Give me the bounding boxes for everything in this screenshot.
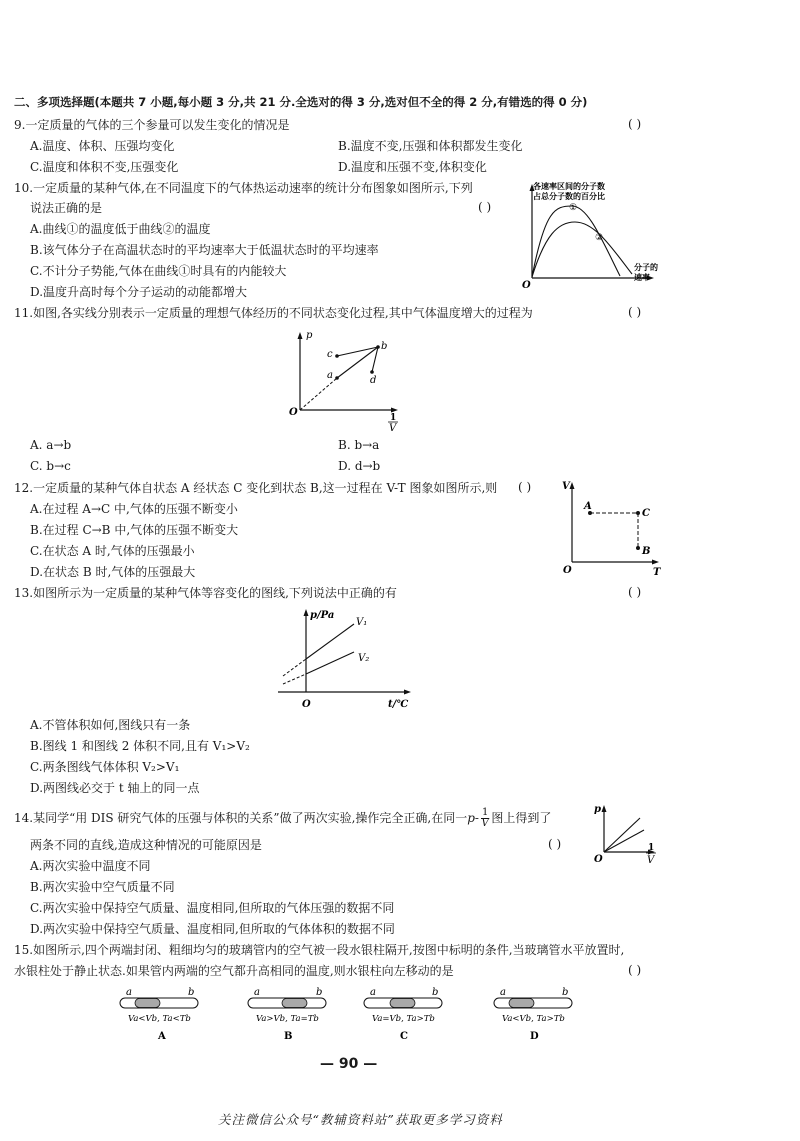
q13-option-c: C.两条图线气体体积 V₂>V₁ xyxy=(30,760,180,774)
section-header: 二、多项选择题(本题共 7 小题,每小题 3 分,共 21 分.全选对的得 3 分,选对但不全的得 2 分,有错选的得 0 分) xyxy=(14,95,588,109)
q15-tube-d xyxy=(490,985,586,1047)
q10-curve-1-label: ① xyxy=(569,203,578,213)
q14-fraction-den: V xyxy=(481,818,489,829)
q13-option-d: D.两图线必交于 t 轴上的同一点 xyxy=(30,781,200,795)
q9-option-d: D.温度和压强不变,体积变化 xyxy=(338,160,487,174)
q13-stem: 13.如图所示为一定质量的某种气体等容变化的图线,下列说法中正确的有 xyxy=(14,586,397,600)
q11-xlabel-den: V xyxy=(389,423,397,434)
q15-tube-c-letter: C xyxy=(400,1031,408,1042)
q13-line1-dashed xyxy=(283,659,306,676)
q11-point-b xyxy=(376,345,380,349)
q15-answer-paren: ( ) xyxy=(628,963,642,977)
q13-label-v1: V₁ xyxy=(356,617,368,628)
q9-answer-paren: ( ) xyxy=(628,117,642,131)
q11-label-d: d xyxy=(370,375,377,386)
q15-tube-a-letter: A xyxy=(158,1031,166,1042)
q15-tube-d-mercury xyxy=(509,999,534,1008)
q10-stem: 10.一定质量的某种气体,在不同温度下的气体热运动速率的统计分布图象如图所示,下列 xyxy=(14,181,473,195)
q11-label-a: a xyxy=(327,370,333,381)
q11-option-c: C. b→c xyxy=(30,459,71,473)
q11-p-1overV-graph xyxy=(285,325,405,435)
q11-point-a xyxy=(335,376,339,380)
q15-tube-b-label-a: a xyxy=(254,987,260,998)
q13-xlabel: t/℃ xyxy=(388,699,409,710)
q15-tube-d-letter: D xyxy=(530,1031,539,1042)
q10-answer-paren: ( ) xyxy=(478,200,492,214)
q12-option-d: D.在状态 B 时,气体的压强最大 xyxy=(30,565,196,579)
q10-distribution-graph xyxy=(520,180,680,290)
q11-label-c: c xyxy=(327,349,333,360)
q15-tube-d-condition: Va<Vb, Ta>Tb xyxy=(502,1014,565,1024)
q15-stem: 15.如图所示,四个两端封闭、粗细均匀的玻璃管内的空气被一段水银柱隔开,按图中标明的条件,当玻璃管水平放置时, xyxy=(14,943,625,957)
q11-xlabel-num: 1 xyxy=(390,413,397,423)
q15-tube-c-label-a: a xyxy=(370,987,376,998)
q15-tube-a-label-b: b xyxy=(188,987,195,998)
q15-stem-cont: 水银柱处于静止状态.如果管内两端的空气都升高相同的温度,则水银柱向左移动的是 xyxy=(14,964,454,978)
q10-stem-cont: 说法正确的是 xyxy=(30,201,103,215)
q15-tube-b-letter: B xyxy=(284,1031,293,1042)
q14-stem-p: p- xyxy=(467,811,479,825)
q10-origin: O xyxy=(522,280,531,291)
page-number: — 90 — xyxy=(320,1056,378,1072)
q11-point-d xyxy=(370,370,374,374)
q15-tube-d-label-b: b xyxy=(562,987,569,998)
q10-curve-2-label: ② xyxy=(595,233,604,243)
q14-option-b: B.两次实验中空气质量不同 xyxy=(30,880,175,894)
q11-y-arrow xyxy=(298,332,303,339)
q13-answer-paren: ( ) xyxy=(628,585,642,599)
q14-xlabel-den: V xyxy=(647,855,655,866)
q14-stem-cont: 两条不同的直线,造成这种情况的可能原因是 xyxy=(30,838,262,852)
q9-option-b: B.温度不变,压强和体积都发生变化 xyxy=(338,139,523,153)
q13-origin: O xyxy=(302,699,311,710)
q11-option-b: B. b→a xyxy=(338,438,380,452)
q14-p-1overV-graph xyxy=(590,800,670,870)
q12-label-C: C xyxy=(642,508,650,519)
q13-line2-dashed xyxy=(283,674,306,684)
q12-label-A: A xyxy=(584,501,592,512)
q13-option-a: A.不管体积如何,图线只有一条 xyxy=(30,718,191,732)
q15-tube-c-mercury xyxy=(390,999,415,1008)
q14-ylabel: p xyxy=(594,804,601,815)
q12-VT-graph xyxy=(558,478,668,578)
q10-option-a: A.曲线①的温度低于曲线②的温度 xyxy=(30,222,211,236)
q15-tube-c-label-b: b xyxy=(432,987,439,998)
q11-x-arrow xyxy=(391,408,398,413)
q15-tube-c-condition: Va=Vb, Ta>Tb xyxy=(372,1014,435,1024)
q15-tube-b xyxy=(244,985,340,1047)
q12-ylabel: V xyxy=(562,481,570,492)
q13-y-arrow xyxy=(304,609,309,616)
q14-stem xyxy=(14,808,551,829)
q14-stem-post: 图上得到了 xyxy=(491,811,552,825)
q14-option-a: A.两次实验中温度不同 xyxy=(30,859,151,873)
q9-option-c: C.温度和体积不变,压强变化 xyxy=(30,160,179,174)
q11-ylabel: p xyxy=(306,330,313,341)
q14-fraction xyxy=(481,808,489,829)
q15-tube-d-label-a: a xyxy=(500,987,506,998)
q12-point-B xyxy=(636,546,640,550)
q10-option-d: D.温度升高时每个分子运动的动能都增大 xyxy=(30,285,248,299)
q15-tube-a-label-a: a xyxy=(126,987,132,998)
q12-label-B: B xyxy=(642,546,651,557)
q14-stem-pre: 14.某同学“用 DIS 研究气体的压强与体积的关系”做了两次实验,操作完全正确,在同一 xyxy=(14,811,468,825)
q15-tube-b-label-b: b xyxy=(316,987,323,998)
q12-point-C xyxy=(636,511,640,515)
q10-xlabel-1: 分子的 xyxy=(634,262,658,272)
q10-ylabel-2: 占总分子数的百分比 xyxy=(533,191,605,201)
q12-stem: 12.一定质量的某种气体自状态 A 经状态 C 变化到状态 B,这一过程在 V-T 图象如图所示,则 xyxy=(14,481,498,495)
q11-option-a: A. a→b xyxy=(30,438,72,452)
q15-tube-b-condition: Va>Vb, Ta=Tb xyxy=(256,1014,319,1024)
q12-x-arrow xyxy=(652,560,659,565)
q10-option-c: C.不计分子势能,气体在曲线①时具有的内能较大 xyxy=(30,264,287,278)
q15-tube-a-condition: Va<Vb, Ta<Tb xyxy=(128,1014,191,1024)
q13-option-b: B.图线 1 和图线 2 体积不同,且有 V₁>V₂ xyxy=(30,739,250,753)
q11-option-d: D. d→b xyxy=(338,459,381,473)
q10-xlabel-2: 速率 xyxy=(634,272,650,282)
q10-ylabel-1: 各速率区间的分子数 xyxy=(533,181,605,191)
q12-option-c: C.在状态 A 时,气体的压强最小 xyxy=(30,544,195,558)
q15-tube-b-mercury xyxy=(282,999,307,1008)
q11-dashed-line xyxy=(300,378,337,410)
q11-stem: 11.如图,各实线分别表示一定质量的理想气体经历的不同状态变化过程,其中气体温度增大的过程为 xyxy=(14,306,533,320)
q13-line1-solid xyxy=(306,624,354,659)
q14-fraction-num: 1 xyxy=(481,807,489,818)
q14-y-arrow xyxy=(602,805,607,812)
q15-tube-a xyxy=(116,985,212,1047)
q14-option-c: C.两次实验中保持空气质量、温度相同,但所取的气体压强的数据不同 xyxy=(30,901,395,915)
q11-answer-paren: ( ) xyxy=(628,305,642,319)
q12-xlabel: T xyxy=(653,567,661,578)
q12-origin: O xyxy=(563,565,572,576)
q11-point-c xyxy=(335,354,339,358)
q9-option-a: A.温度、体积、压强均变化 xyxy=(30,139,175,153)
q11-origin: O xyxy=(289,407,298,418)
q12-option-a: A.在过程 A→C 中,气体的压强不断变小 xyxy=(30,502,238,516)
q9-stem: 9.一定质量的气体的三个参量可以发生变化的情况是 xyxy=(14,118,290,132)
q11-label-b: b xyxy=(381,341,388,352)
q14-origin: O xyxy=(594,854,603,865)
q13-label-v2: V₂ xyxy=(358,653,370,664)
q10-option-b: B.该气体分子在高温状态时的平均速率大于低温状态时的平均速率 xyxy=(30,243,379,257)
q13-line2-solid xyxy=(306,652,354,674)
q13-x-arrow xyxy=(404,690,411,695)
q14-answer-paren: ( ) xyxy=(548,837,562,851)
q14-xlabel-num: 1 xyxy=(648,843,655,853)
q15-tube-a-mercury xyxy=(135,999,160,1008)
q12-y-arrow xyxy=(570,482,575,489)
q13-ylabel: p/Pa xyxy=(310,610,335,621)
q14-option-d: D.两次实验中保持空气质量、温度相同,但所取的气体体积的数据不同 xyxy=(30,922,395,936)
q12-option-b: B.在过程 C→B 中,气体的压强不断变大 xyxy=(30,523,239,537)
q15-tube-c xyxy=(360,985,456,1047)
q13-pt-graph xyxy=(278,604,418,714)
q12-answer-paren: ( ) xyxy=(518,480,532,494)
footer-note: 关注微信公众号“教辅资料站”获取更多学习资料 xyxy=(218,1112,503,1127)
